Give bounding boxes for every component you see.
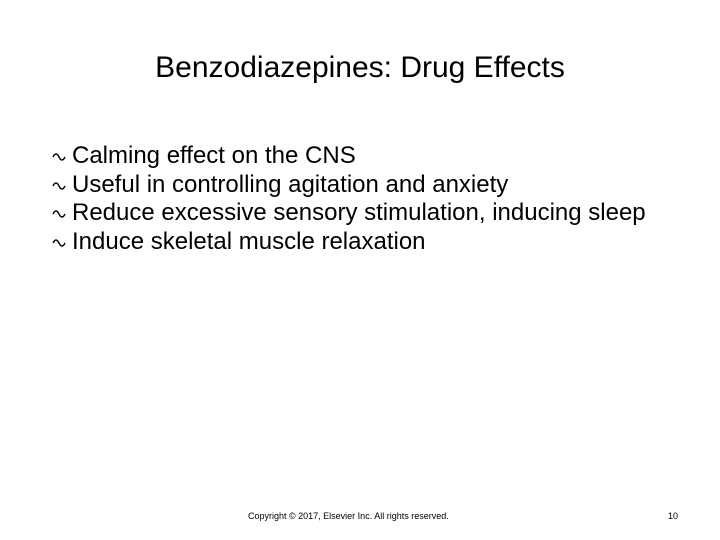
wave-bullet-icon [52, 238, 66, 248]
bullet-text: Induce skeletal muscle relaxation [72, 227, 426, 255]
page-number: 10 [667, 511, 678, 521]
wave-bullet-icon [52, 152, 66, 162]
copyright-footer: Copyright © 2017, Elsevier Inc. All rights reserved. [248, 511, 449, 521]
wave-bullet-icon [52, 181, 66, 191]
bullet-item [52, 199, 692, 228]
bullet-text: Calming effect on the CNS [72, 142, 356, 169]
bullet-text: Reduce excessive sensory stimulation, inducing sleep [72, 199, 646, 226]
bullet-item [52, 228, 692, 257]
slide-title: Benzodiazepines: Drug Effects [155, 51, 565, 84]
bullet-item [52, 171, 692, 200]
bullet-list [52, 142, 692, 256]
wave-bullet-icon [52, 209, 66, 219]
bullet-item [52, 142, 692, 171]
bullet-text: Useful in controlling agitation and anxiety [72, 170, 509, 198]
